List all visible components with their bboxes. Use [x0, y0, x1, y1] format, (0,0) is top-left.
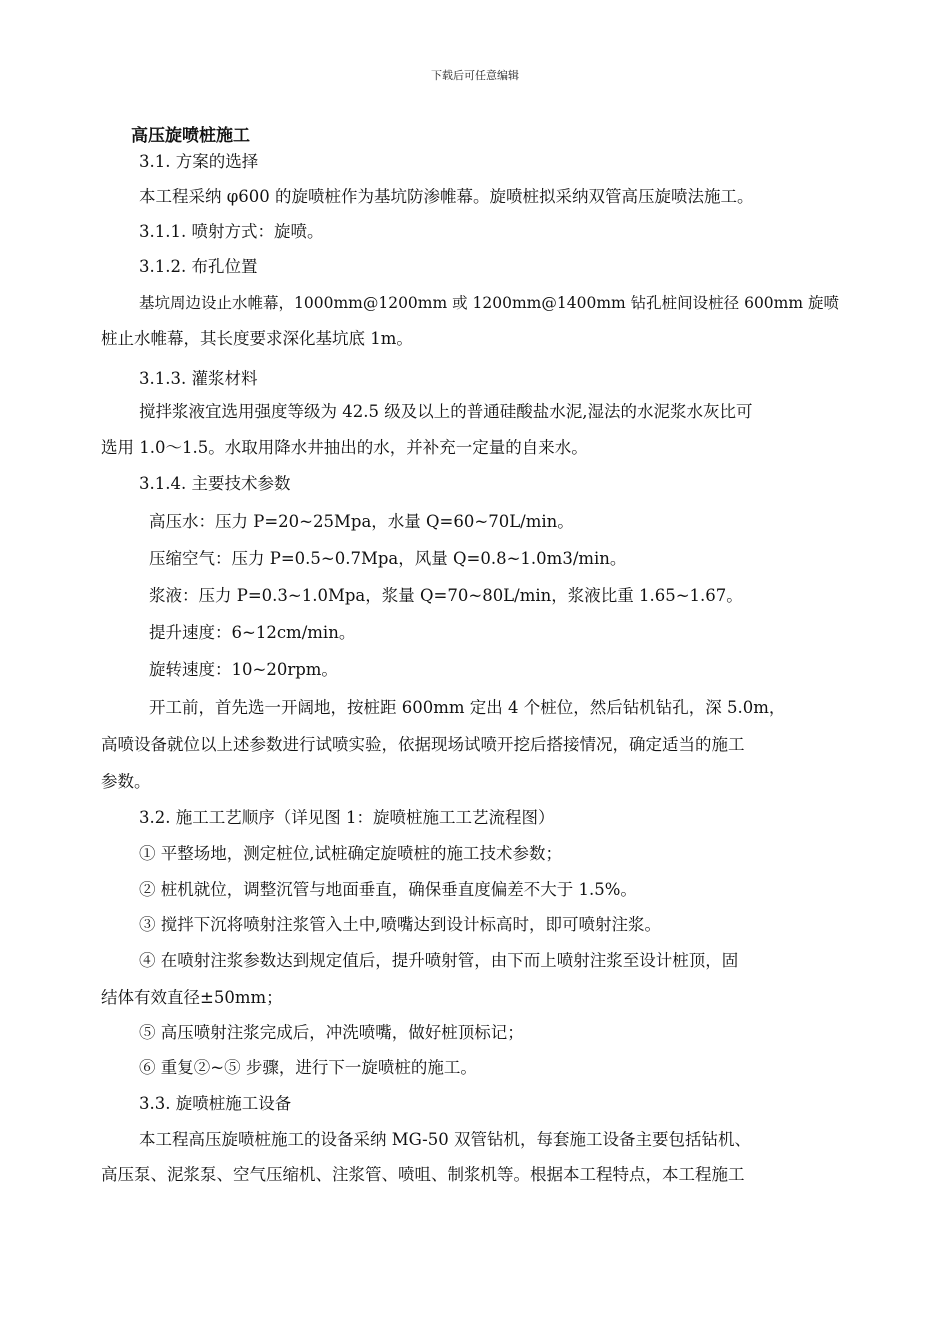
step-line: ⑥ 重复②~⑤ 步骤，进行下一旋喷桩的施工。: [139, 1058, 477, 1077]
paragraph-line: 高压泵、泥浆泵、空气压缩机、注浆管、喷咀、制浆机等。根据本工程特点，本工程施工: [101, 1165, 745, 1184]
heading-3-2: 3.2. 施工工艺顺序（详见图 1：旋喷桩施工工艺流程图）: [139, 808, 555, 827]
heading-3-1: 3.1. 方案的选择: [139, 152, 259, 171]
param-line: 高压水：压力 P=20~25Mpa，水量 Q=60~70L/min。: [149, 512, 574, 531]
param-line: 压缩空气：压力 P=0.5~0.7Mpa，风量 Q=0.8~1.0m3/min。: [149, 549, 627, 568]
heading-3-1-2: 3.1.2. 布孔位置: [139, 257, 258, 276]
heading-3-1-3: 3.1.3. 灌浆材料: [139, 369, 258, 388]
paragraph-line: 桩止水帷幕，其长度要求深化基坑底 1m。: [101, 329, 413, 348]
section-title: 高压旋喷桩施工: [131, 126, 250, 146]
param-line: 旋转速度：10~20rpm。: [149, 660, 338, 679]
heading-3-1-1: 3.1.1. 喷射方式：旋喷。: [139, 222, 324, 241]
step-line: ② 桩机就位，调整沉管与地面垂直，确保垂直度偏差不大于 1.5%。: [139, 880, 637, 899]
paragraph-line: 选用 1.0～1.5。水取用降水井抽出的水，并补充一定量的自来水。: [101, 438, 588, 457]
step-line: ④ 在喷射注浆参数达到规定值后，提升喷射管，由下而上喷射注浆至设计桩顶，固: [139, 951, 739, 970]
param-line: 提升速度：6~12cm/min。: [149, 623, 356, 642]
paragraph-line: 高喷设备就位以上述参数进行试喷实验，依据现场试喷开挖后搭接情况，确定适当的施工: [101, 735, 745, 754]
param-line: 浆液：压力 P=0.3~1.0Mpa，浆量 Q=70~80L/min，浆液比重 1.65~1.67。: [149, 586, 743, 605]
step-line: 结体有效直径±50mm；: [101, 988, 283, 1007]
heading-3-1-4: 3.1.4. 主要技术参数: [139, 474, 291, 493]
step-line: ① 平整场地，测定桩位,试桩确定旋喷桩的施工技术参数；: [139, 844, 562, 863]
page-header-note: 下载后可任意编辑: [431, 69, 519, 82]
paragraph-line: 基坑周边设止水帷幕，1000mm@1200mm 或 1200mm@1400mm 钻孔桩间设桩径 600mm 旋喷: [139, 294, 839, 312]
heading-3-3: 3.3. 旋喷桩施工设备: [139, 1094, 292, 1113]
paragraph-line: 本工程采纳 φ600 的旋喷桩作为基坑防渗帷幕。旋喷桩拟采纳双管高压旋喷法施工。: [139, 187, 754, 206]
paragraph-line: 参数。: [101, 772, 151, 791]
step-line: ⑤ 高压喷射注浆完成后，冲洗喷嘴，做好桩顶标记；: [139, 1023, 524, 1042]
paragraph-line: 搅拌浆液宜选用强度等级为 42.5 级及以上的普通硅酸盐水泥,湿法的水泥浆水灰比可: [139, 402, 753, 421]
step-line: ③ 搅拌下沉将喷射注浆管入土中,喷嘴达到设计标高时，即可喷射注浆。: [139, 915, 661, 934]
paragraph-line: 开工前，首先选一开阔地，按桩距 600mm 定出 4 个桩位，然后钻机钻孔，深 5.0m，: [149, 698, 786, 717]
paragraph-line: 本工程高压旋喷桩施工的设备采纳 MG-50 双管钻机，每套施工设备主要包括钻机、: [139, 1130, 751, 1149]
